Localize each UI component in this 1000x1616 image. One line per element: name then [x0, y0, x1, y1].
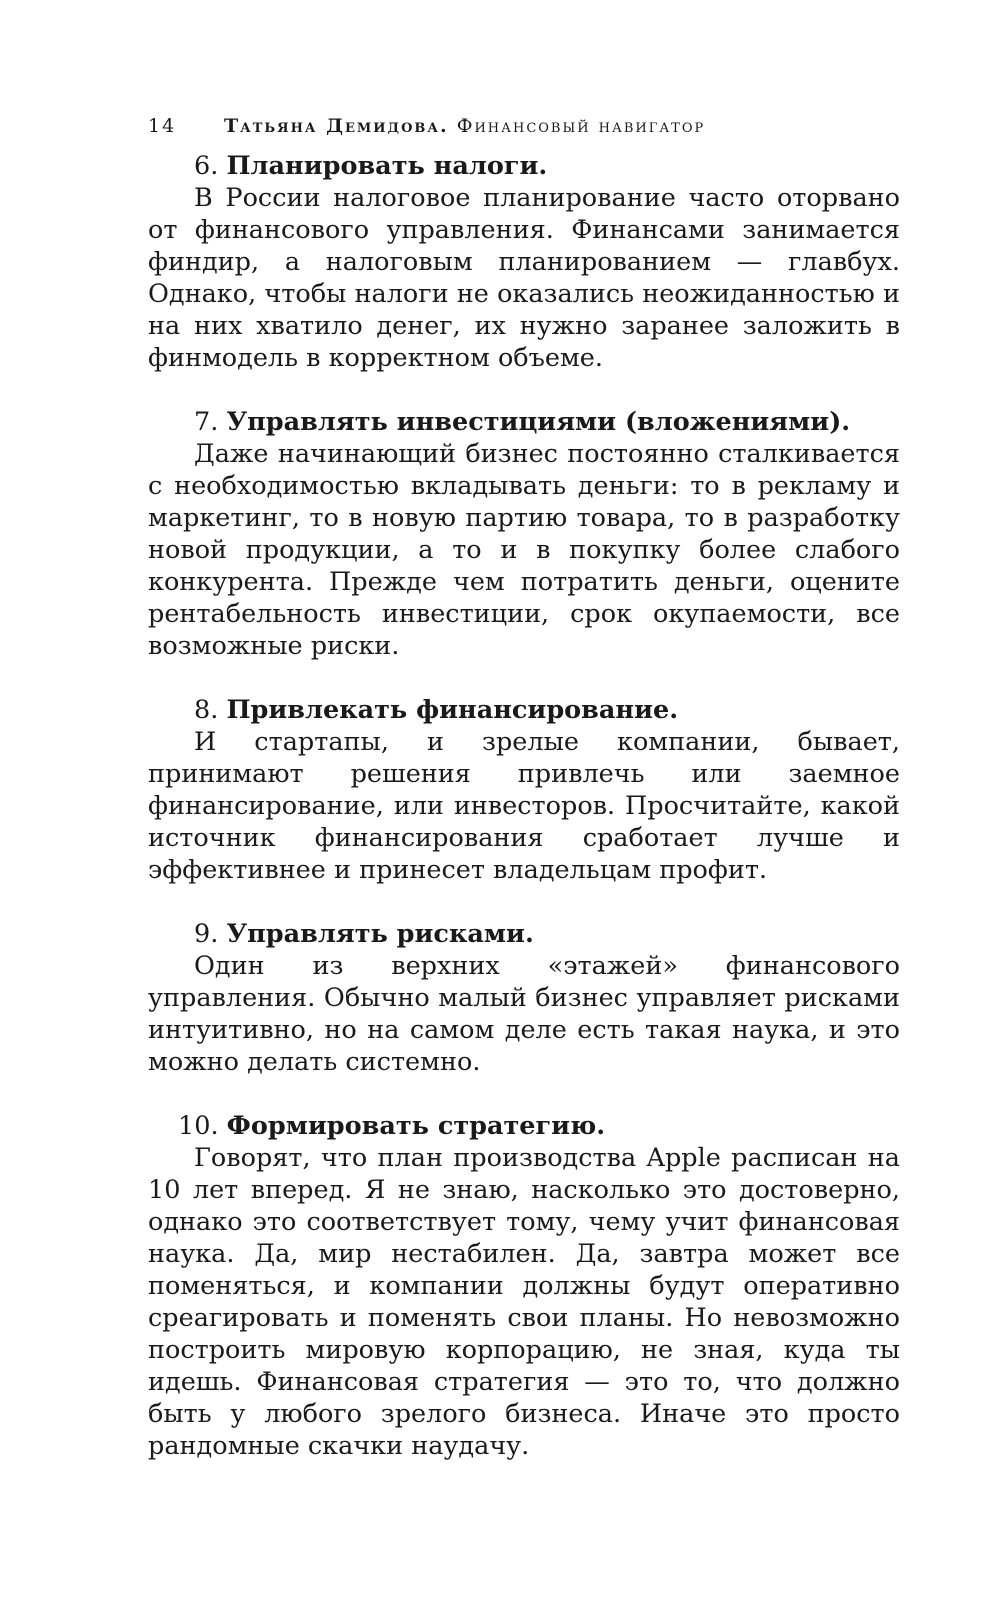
- section-6: [148, 150, 900, 374]
- author-name: Татьяна Демидова.: [224, 115, 449, 137]
- running-head: [148, 112, 900, 140]
- section-heading: [148, 918, 900, 950]
- section-number: 9.: [194, 919, 219, 949]
- section-7: [148, 406, 900, 662]
- section-text: Даже начинающий бизнес постоянно сталкивается с необходимостью вкладывать деньги: то в рекламу и маркетинг, то в новую партию товара, то в разработку новой продукции, а то и в покупку более слабого конкурента. Прежде чем потратить деньги, оцените рентабельность инвестиции, срок окупаемости, все возможные риски.: [148, 439, 900, 661]
- section-text: В России налоговое планирование часто оторвано от финансового управления. Финансами занимается финдир, а налоговым планированием — главбух. Однако, чтобы налоги не оказались неожиданностью и на них хватило денег, их нужно заранее заложить в финмодель в корректном объеме.: [148, 183, 900, 373]
- section-8: [148, 694, 900, 886]
- section-9: [148, 918, 900, 1078]
- section-text: Говорят, что план производства Apple расписан на 10 лет вперед. Я не знаю, насколько это достоверно, однако это соответствует тому, чему учит финансовая наука. Да, мир нестабилен. Да, завтра может все поменяться, и компании должны будут оперативно среагировать и поменять свои планы. Но невозможно построить мировую корпорацию, не зная, куда ты идешь. Финансовая стратегия — это то, что должно быть у любого зрелого бизнеса. Иначе это просто рандомные скачки наудачу.: [148, 1143, 900, 1461]
- section-heading: [148, 406, 900, 438]
- section-number: 10.: [178, 1111, 219, 1141]
- section-heading: [148, 150, 900, 182]
- section-text: И стартапы, и зрелые компании, бывает, принимают решения привлечь или заемное финансирование, или инвесторов. Просчитайте, какой источник финансирования сработает лучше и эффективнее и принесет владельцам профит.: [148, 727, 900, 885]
- section-title: Управлять рисками.: [226, 919, 534, 949]
- section-text: Один из верхних «этажей» финансового управления. Обычно малый бизнес управляет рисками интуитивно, но на самом деле есть такая наука, и это можно делать системно.: [148, 951, 900, 1077]
- section-heading: [148, 1110, 900, 1142]
- section-title: Формировать стратегию.: [226, 1111, 606, 1141]
- section-10: [148, 1110, 900, 1462]
- section-number: 6.: [194, 151, 219, 181]
- section-heading: [148, 694, 900, 726]
- section-number: 8.: [194, 695, 219, 725]
- section-title: Планировать налоги.: [226, 151, 548, 181]
- book-title: Финансовый навигатор: [456, 115, 706, 137]
- section-title: Привлекать финансирование.: [226, 695, 679, 725]
- section-title: Управлять инвестициями (вложениями).: [226, 407, 851, 437]
- page-number: 14: [148, 115, 177, 137]
- section-number: 7.: [194, 407, 219, 437]
- book-page: [148, 112, 900, 1462]
